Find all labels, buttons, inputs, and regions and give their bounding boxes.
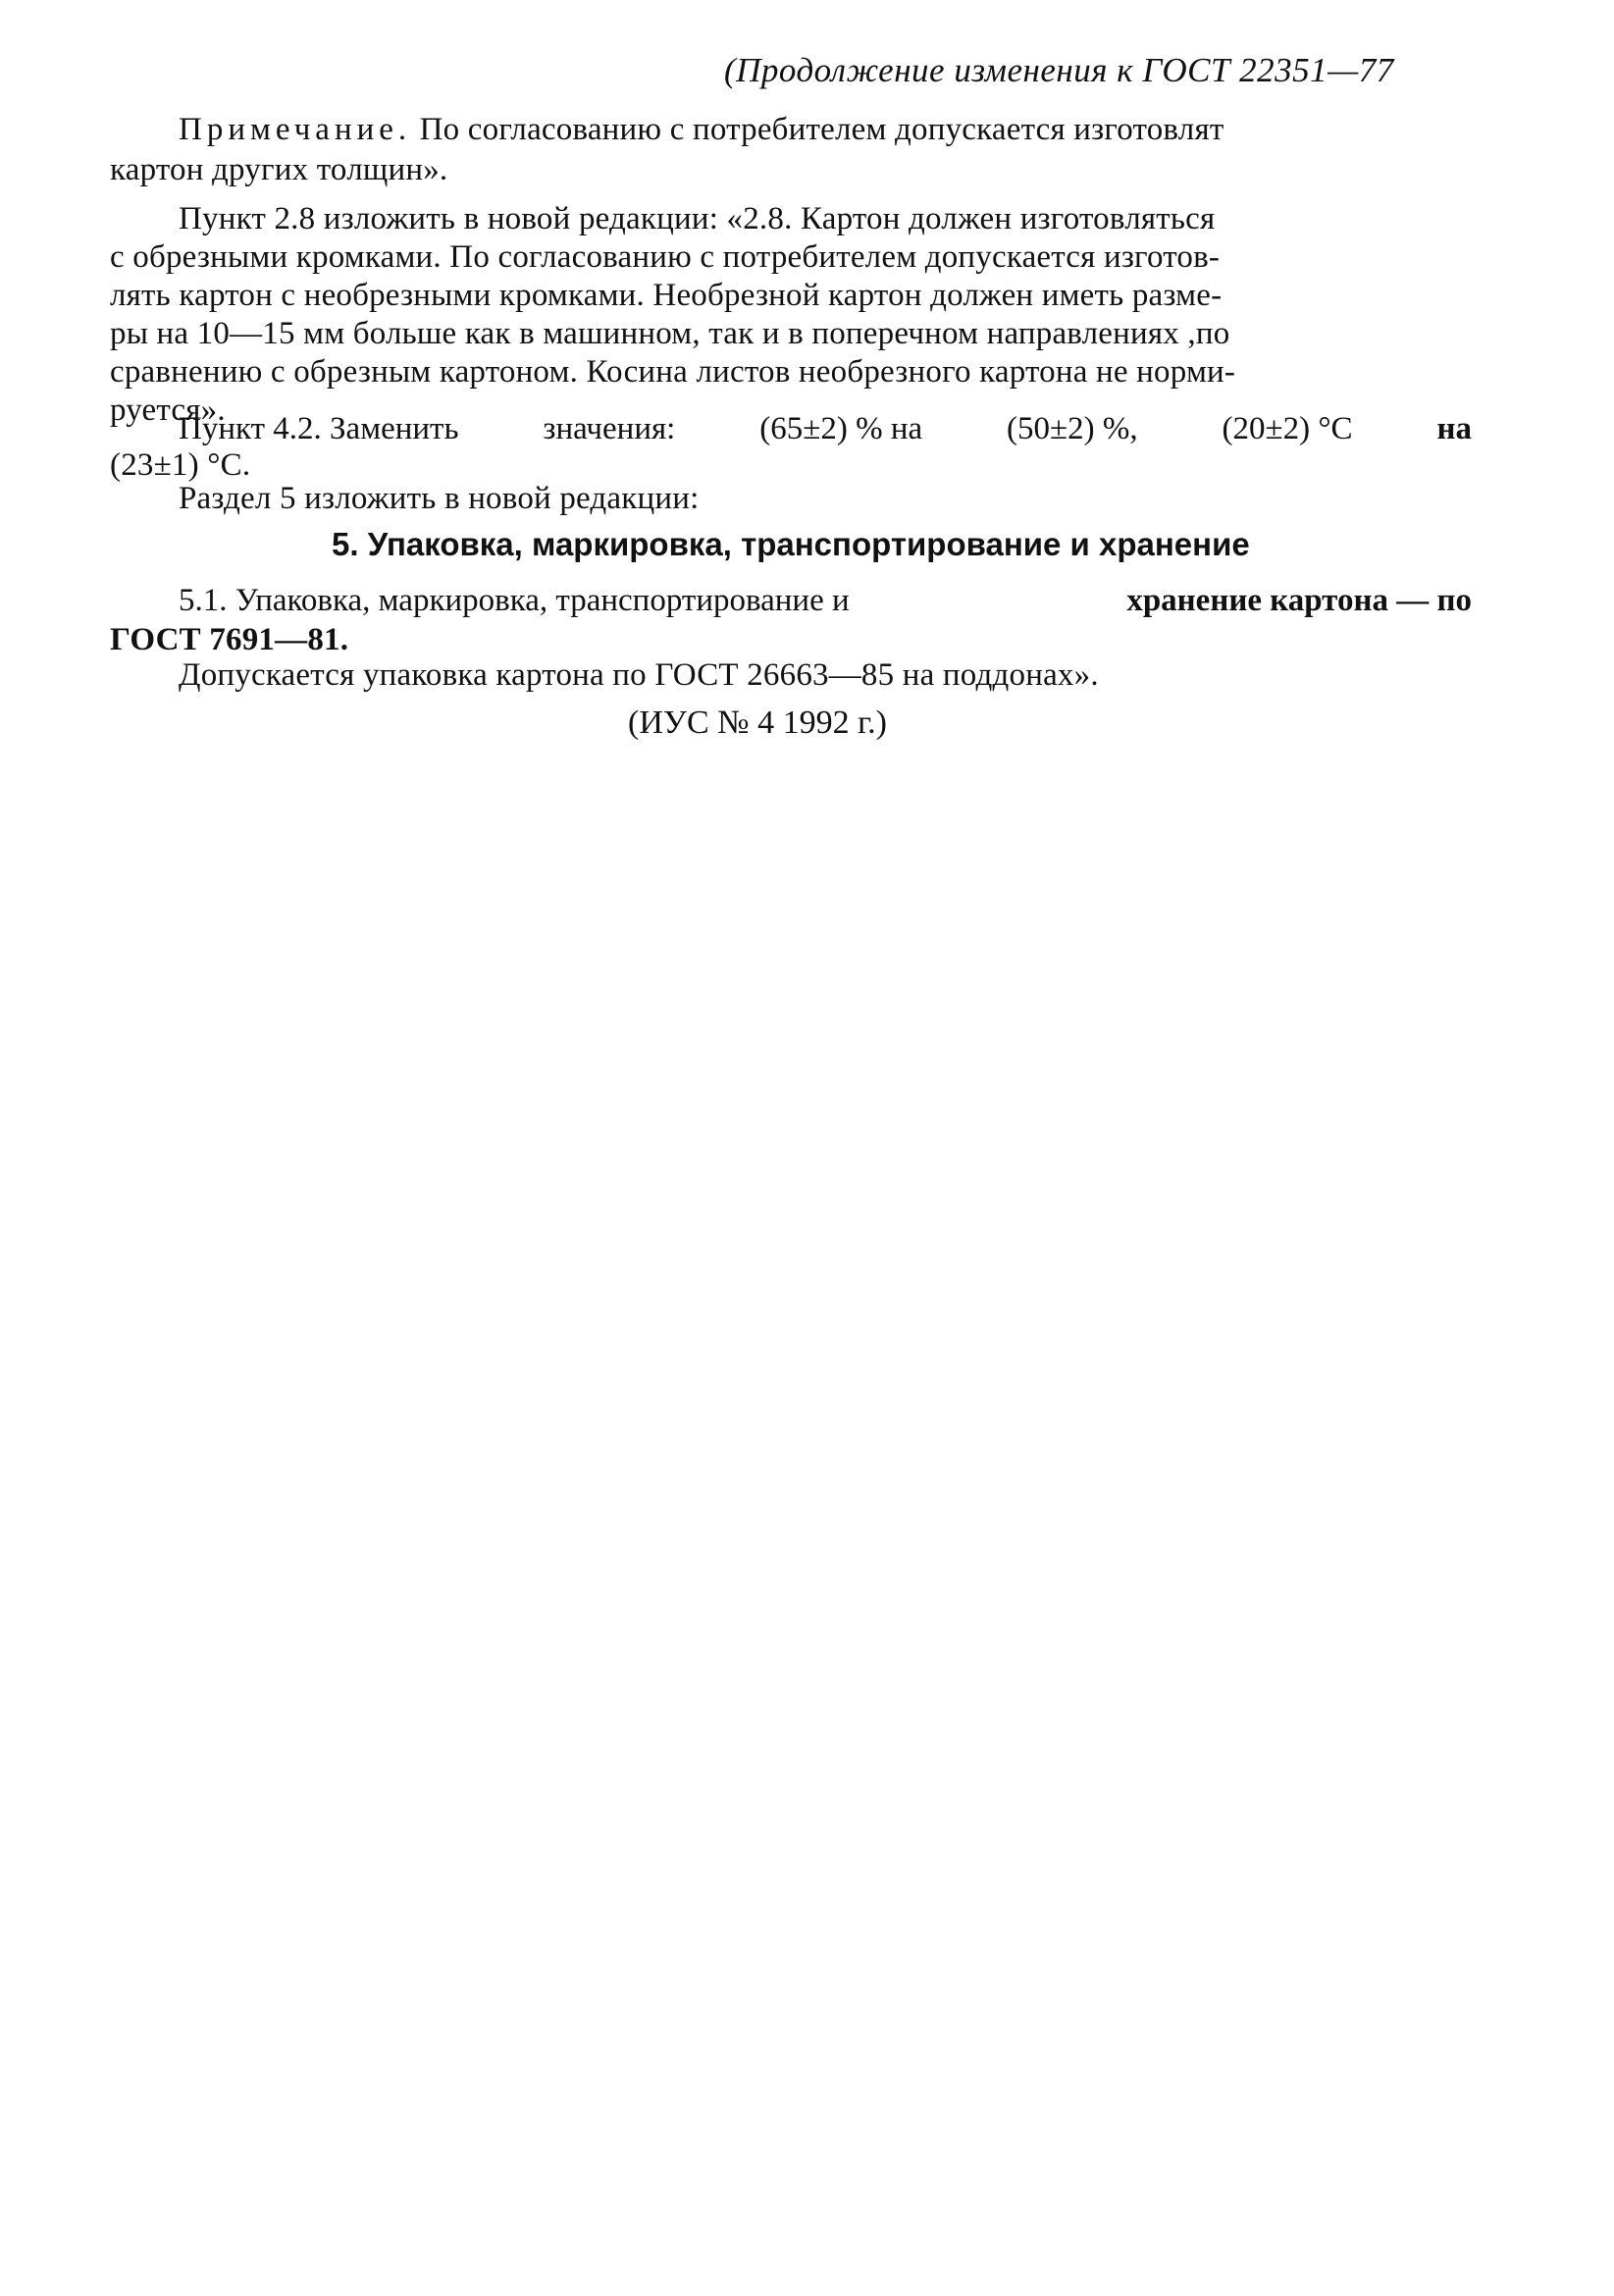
item-5-1-line-1 <box>179 581 1472 620</box>
item-5-1-line-3: Допускается упаковка картона по ГОСТ 26663—85 на поддонах». <box>179 657 1099 693</box>
item-2-8-line-3: лять картон с необрезными кромками. Необрезной картон должен иметь разме- <box>110 278 1223 313</box>
item-4-2-part: (20±2) °С <box>1222 411 1353 446</box>
item-2-8-line-6: руется». <box>110 392 226 428</box>
item-4-2-part: значения: <box>543 411 676 446</box>
ius-reference: (ИУС № 4 1992 г.) <box>628 704 887 741</box>
item-5-1-part: 5.1. Упаковка, маркировка, транспортирование и <box>179 583 850 618</box>
note-line-1 <box>179 110 1224 149</box>
section-5-intro: Раздел 5 изложить в новой редакции: <box>179 481 700 516</box>
item-5-1-line-2: ГОСТ 7691—81. <box>110 622 349 657</box>
item-4-2-part: Пункт 4.2. Заменить <box>179 411 459 446</box>
item-2-8-line-1: Пункт 2.8 изложить в новой редакции: «2.8. Картон должен изготовляться <box>179 201 1216 236</box>
note-line-2: картон других толщин». <box>110 152 448 187</box>
item-4-2-part: на <box>1436 411 1472 446</box>
item-4-2-line-1 <box>179 409 1472 448</box>
item-2-8-line-5: сравнению с обрезным картоном. Косина листов необрезного картона не норми- <box>110 354 1236 390</box>
item-2-8-line-4: ры на 10—15 мм больше как в машинном, так и в поперечном направлениях ,по <box>110 316 1230 351</box>
item-2-8-line-2: с обрезными кромками. По согласованию с потребителем допускается изготов- <box>110 239 1221 275</box>
note-text: По согласованию с потребителем допускается изготовлят <box>419 112 1224 147</box>
note-label: Примечание. <box>179 112 412 147</box>
item-4-2-part: (65±2) % на <box>759 411 923 446</box>
section-5-heading: 5. Упаковка, маркировка, транспортирование и хранение <box>332 526 1250 562</box>
page-header: (Продолжение изменения к ГОСТ 22351—77 <box>724 51 1394 89</box>
item-5-1-part: хранение картона — по <box>1126 583 1472 618</box>
item-4-2-line-2: (23±1) °С. <box>110 447 251 483</box>
item-4-2-part: (50±2) %, <box>1007 411 1138 446</box>
